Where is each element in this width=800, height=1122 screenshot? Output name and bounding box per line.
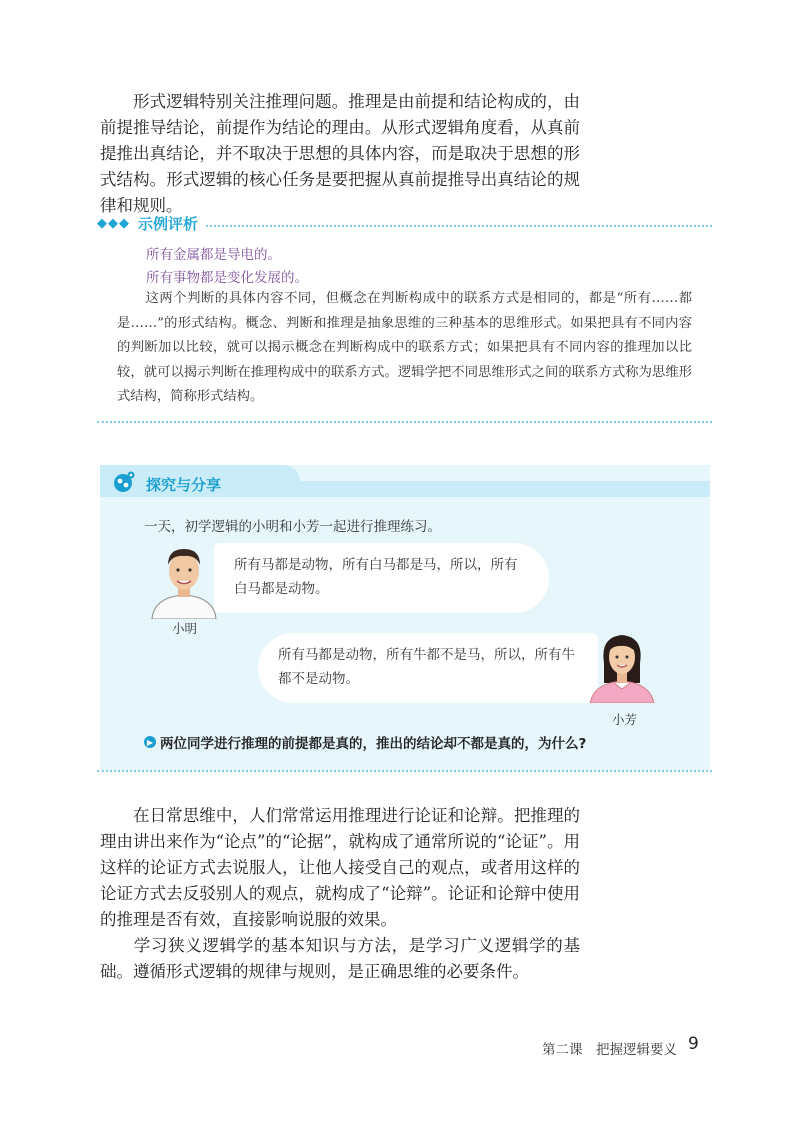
page-number: 9 bbox=[688, 1034, 699, 1054]
arrow-right-icon: ▶ bbox=[144, 736, 156, 748]
example-premise-1: 所有金属都是导电的。 bbox=[146, 247, 281, 263]
example-bottom-divider bbox=[97, 421, 712, 423]
example-analysis: 这两个判断的具体内容不同，但概念在判断构成中的联系方式是相同的，都是“所有……都是……”的形式结构。概念、判断和推理是抽象思维的三种基本的思维形式。如果把具有不同内容的判断加以比较，就可以揭示概念在判断构成中的联系方式；如果把具有不同内容的推理加以比较，就可以揭示判断在推理构成中的联系方式。逻辑学把不同思维形式之间的联系方式称为思维形式结构，简称形式结构。 bbox=[117, 291, 692, 404]
explore-bottom-divider bbox=[97, 770, 712, 772]
example-premise-2: 所有事物都是变化发展的。 bbox=[146, 270, 308, 286]
xiaoming-speech-bubble: 所有马都是动物，所有白马都是马，所以，所有白马都是动物。 bbox=[214, 543, 549, 613]
example-title: 示例评析 bbox=[138, 214, 199, 233]
diamond-icon: ◆◆◆ bbox=[97, 215, 130, 231]
argument-paragraph: 在日常思维中，人们常常运用推理进行论证和论辩。把推理的理由讲出来作为“论点”的“论据”，就构成了通常所说的“论证”。用这样的论证方式去说服人，让他人接受自己的观点，或者用这样的论证方式去反驳别人的观点，就构成了“论辩”。论证和论辩中使用的推理是否有效，直接影响说服的效果。 bbox=[100, 806, 580, 929]
explore-intro: 一天，初学逻辑的小明和小芳一起进行推理练习。 bbox=[144, 519, 441, 535]
intro-paragraph: 形式逻辑特别关注推理问题。推理是由前提和结论构成的，由前提推导结论，前提作为结论的理由。从形式逻辑角度看，从真前提推出真结论，并不取决于思想的具体内容，而是取决于思想的形式结构。形式逻辑的核心任务是要把握从真前提推导出真结论的规律和规则。 bbox=[100, 92, 580, 215]
xiaofang-avatar bbox=[582, 623, 662, 703]
explore-box bbox=[100, 465, 710, 770]
dotted-divider bbox=[206, 225, 712, 227]
xiaoming-label: 小明 bbox=[172, 621, 198, 636]
xiaofang-speech-bubble: 所有马都是动物，所有牛都不是马，所以，所有牛都不是动物。 bbox=[258, 633, 598, 703]
explore-icon bbox=[112, 470, 136, 494]
explore-question: ▶ 两位同学进行推理的前提都是真的，推出的结论却不都是真的，为什么? bbox=[144, 732, 586, 752]
example-header bbox=[97, 212, 712, 234]
conclusion-paragraph: 学习狭义逻辑学的基本知识与方法，是学习广义逻辑学的基础。遵循形式逻辑的规律与规则，是正确思维的必要条件。 bbox=[100, 936, 580, 981]
xiaoming-avatar bbox=[144, 539, 224, 619]
xiaofang-label: 小芳 bbox=[612, 712, 638, 727]
footer-lesson: 第二课 把握逻辑要义 bbox=[542, 1042, 677, 1058]
explore-title: 探究与分享 bbox=[146, 476, 222, 494]
